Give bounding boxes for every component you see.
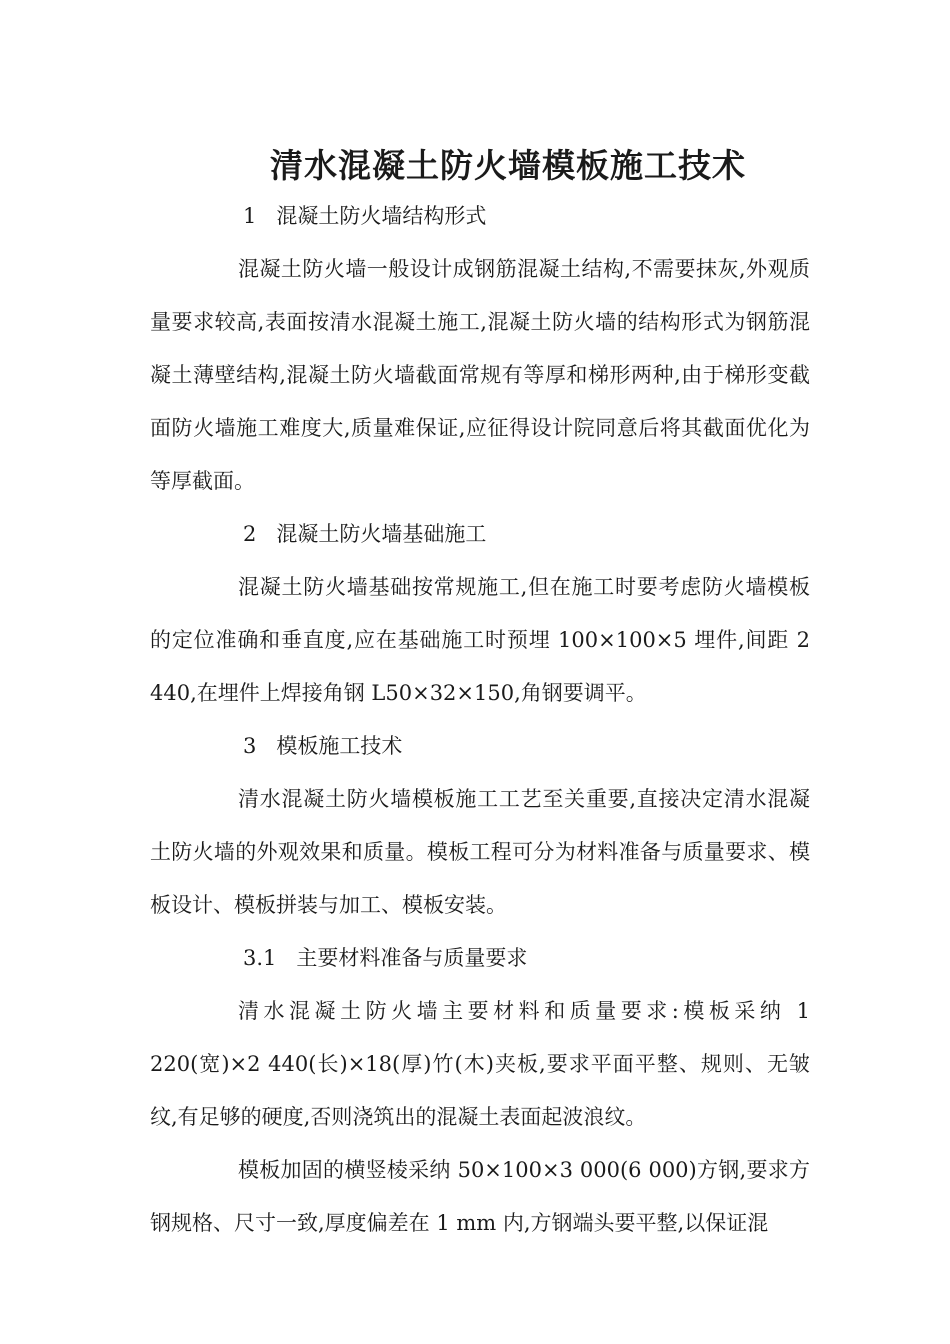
section-heading xyxy=(150,190,810,243)
paragraph: 模板加固的横竖棱采纳 50×100×3 000(6 000)方钢,要求方钢规格、尺寸一致,厚度偏差在 1 mm 内,方钢端头要平整,以保证混 xyxy=(150,1158,810,1235)
paragraph: 混凝土防火墙基础按常规施工,但在施工时要考虑防火墙模板的定位准确和垂直度,应在基础施工时预埋 100×100×5 埋件,间距 2 440,在埋件上焊接角钢 L50×32×150,角钢要调平。 xyxy=(150,575,810,705)
section-number: 2 xyxy=(243,522,257,546)
paragraph: 清水混凝土防火墙模板施工工艺至关重要,直接决定清水混凝土防火墙的外观效果和质量。模板工程可分为材料准备与质量要求、模板设计、模板拼装与加工、模板安装。 xyxy=(150,787,810,917)
paragraph: 清水混凝土防火墙主要材料和质量要求:模板采纳 1 220(宽)×2 440(长)×18(厚)竹(木)夹板,要求平面平整、规则、无皱纹,有足够的硬度,否则浇筑出的混凝土表面起波浪纹。 xyxy=(150,999,810,1129)
section-heading xyxy=(150,932,810,985)
section-heading xyxy=(150,508,810,561)
paragraph: 混凝土防火墙一般设计成钢筋混凝土结构,不需要抹灰,外观质量要求较高,表面按清水混凝土施工,混凝土防火墙的结构形式为钢筋混凝土薄壁结构,混凝土防火墙截面常规有等厚和梯形两种,由于梯形变截面防火墙施工难度大,质量难保证,应征得设计院同意后将其截面优化为等厚截面。 xyxy=(150,257,810,493)
section-heading-text: 主要材料准备与质量要求 xyxy=(296,946,528,970)
section-number: 1 xyxy=(243,204,257,228)
document-body xyxy=(150,190,810,1250)
document-title: 清水混凝土防火墙模板施工技术 xyxy=(270,146,746,186)
section-heading-text: 混凝土防火墙基础施工 xyxy=(276,522,487,546)
section-number: 3 xyxy=(243,734,257,758)
section-heading-text: 混凝土防火墙结构形式 xyxy=(276,204,487,228)
section-number: 3.1 xyxy=(243,946,277,970)
section-heading-text: 模板施工技术 xyxy=(276,734,403,758)
section-heading xyxy=(150,720,810,773)
